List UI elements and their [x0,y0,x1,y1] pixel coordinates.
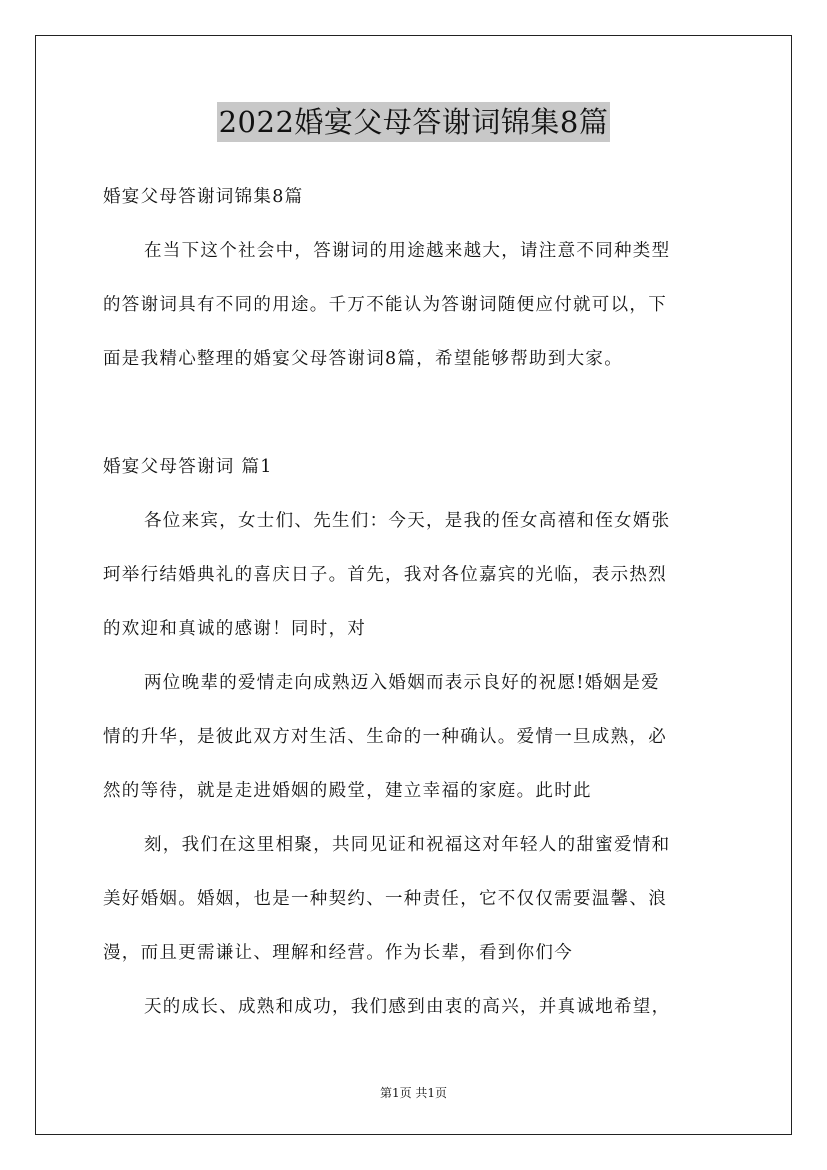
body-line-7: 刻，我们在这里相聚，共同见证和祝福这对年轻人的甜蜜爱情和 [144,835,671,855]
body-line-1: 各位来宾，女士们、先生们：今天，是我的侄女高禧和侄女婿张 [144,511,671,531]
body-line-3: 的欢迎和真诚的感谢！同时，对 [103,619,367,639]
intro-line-1: 在当下这个社会中，答谢词的用途越来越大，请注意不同种类型 [144,241,671,261]
document-subtitle: 婚宴父母答谢词锦集8篇 [103,187,304,207]
section-heading: 婚宴父母答谢词 篇1 [103,457,273,477]
page-footer: 第1页 共1页 [379,1086,448,1100]
body-line-9: 漫，而且更需谦让、理解和经营。作为长辈，看到你们今 [103,943,573,963]
document-title: 2022婚宴父母答谢词锦集8篇 [217,102,611,142]
body-line-6: 然的等待，就是走进婚姻的殿堂，建立幸福的家庭。此时此 [103,781,592,801]
body-line-2: 珂举行结婚典礼的喜庆日子。首先，我对各位嘉宾的光临，表示热烈 [103,565,667,585]
title-container [0,102,827,142]
body-line-5: 情的升华，是彼此双方对生活、生命的一种确认。爱情一旦成熟，必 [103,727,667,747]
intro-line-2: 的答谢词具有不同的用途。千万不能认为答谢词随便应付就可以，下 [103,295,667,315]
intro-line-3: 面是我精心整理的婚宴父母答谢词8篇，希望能够帮助到大家。 [103,349,624,369]
body-line-8: 美好婚姻。婚姻，也是一种契约、一种责任，它不仅仅需要温馨、浪 [103,889,667,909]
body-line-4: 两位晚辈的爱情走向成熟迈入婚姻而表示良好的祝愿!婚姻是爱 [144,673,660,693]
body-line-10: 天的成长、成熟和成功，我们感到由衷的高兴，并真诚地希望， [144,997,671,1017]
